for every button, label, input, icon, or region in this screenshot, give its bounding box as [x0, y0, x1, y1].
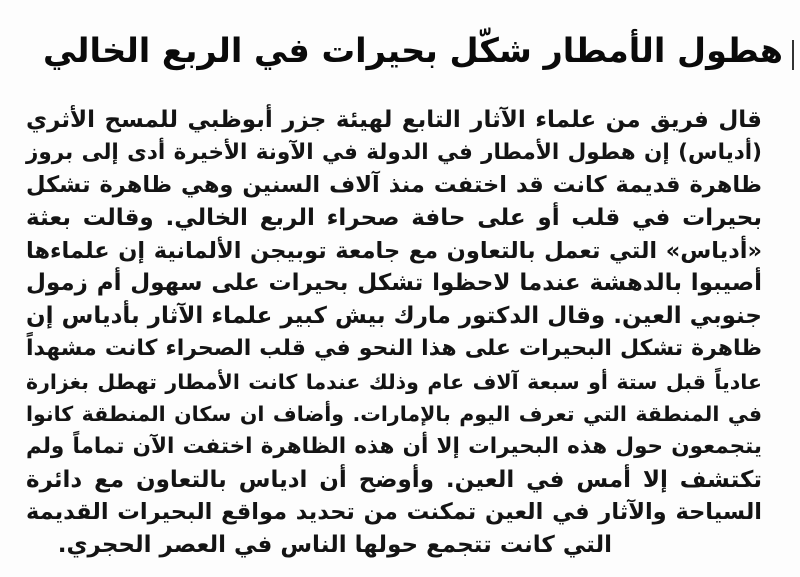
body-line: التي كانت تتجمع حولها الناس في العصر الحجري. [57, 531, 612, 558]
body-line: جنوبي العين. وقال الدكتور مارك بيش كبير علماء الآثار بأدياس إن [26, 303, 762, 330]
body-line: يتجمعون حول هذه البحيرات إلا أن هذه الظاهرة اختفت الآن تماماً ولم [26, 433, 762, 459]
body-line: بحيرات في قلب أو على حافة صحراء الربع الخالي. وقالت بعثة [26, 205, 762, 232]
body-line: قال فريق من علماء الآثار التابع لهيئة جزر أبوظبي للمسح الأثري [26, 107, 762, 133]
body-line: «أدياس» التي تعمل بالتعاون مع جامعة توبيجن الألمانية إن علماءها [26, 237, 762, 264]
scan-edge-mark [792, 40, 794, 70]
headline: هطول الأمطار شكّل بحيرات في الربع الخالي [43, 31, 783, 70]
body-line: عادياً قبل ستة أو سبعة آلاف عام وذلك عندما كانت الأمطار تهطل بغزارة [26, 369, 762, 394]
body-line: تكتشف إلا أمس في العين. وأوضح أن ادياس بالتعاون مع دائرة [26, 466, 762, 493]
body-line: (أدياس) إن هطول الأمطار في الدولة في الآونة الأخيرة أدى إلى بروز [26, 139, 762, 165]
body-line: في المنطقة التي تعرف اليوم بالإمارات. وأضاف ان سكان المنطقة كانوا [26, 402, 762, 427]
article-body [26, 104, 762, 562]
body-line: السياحة والآثار في العين تمكنت من تحديد مواقع البحيرات القديمة [26, 499, 762, 526]
body-line: ظاهرة تشكل البحيرات على هذا النحو في قلب الصحراء كانت مشهداً [26, 335, 762, 361]
body-line: ظاهرة قديمة كانت قد اختفت منذ آلاف السنين وهي ظاهرة تشكل [26, 172, 762, 199]
body-line: أصيبوا بالدهشة عندما لاحظوا تشكل بحيرات على سهول أم زمول [26, 270, 762, 297]
